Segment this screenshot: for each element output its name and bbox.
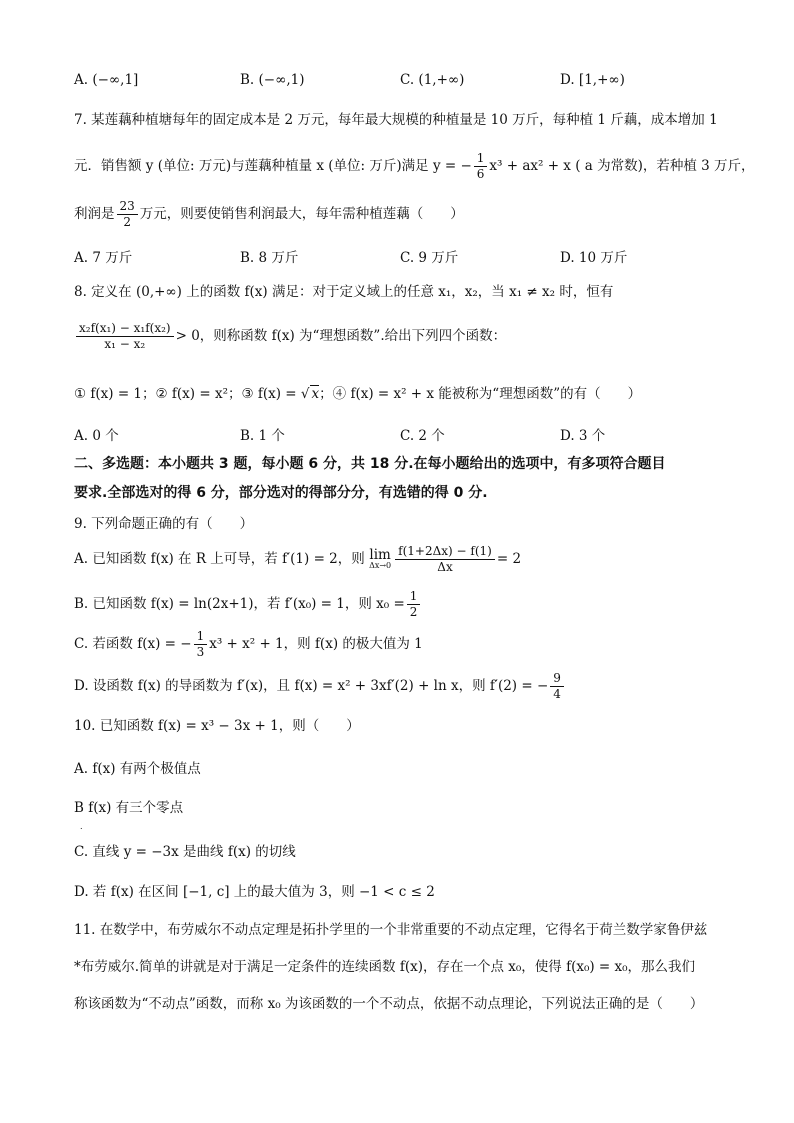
q9-option-b [74, 590, 734, 619]
q6-option-c: C. (1,+∞) [400, 72, 465, 88]
q10-stem: 10. 已知函数 f(x) = x³ − 3x + 1，则（ ） [74, 718, 360, 734]
q9-d-num: 9 [550, 672, 564, 687]
q7-line3-b: 万元，则要使销售利润最大，每年需种植莲藕（ ） [139, 206, 464, 223]
q6-option-b: B. (−∞,1) [240, 72, 305, 88]
q8-stem-line1: 8. 定义在 (0,+∞) 上的函数 f(x) 满足：对于定义域上的任意 x₁，x₂，当 x₁ ≠ x₂ 时，恒有 [74, 284, 614, 300]
q9-a-limit [369, 546, 392, 571]
q8-line2-b: > 0，则称函数 f(x) 为“理想函数”.给出下列四个函数： [175, 328, 507, 345]
q7-profit-num: 23 [117, 200, 138, 215]
q9-c-den: 3 [196, 645, 205, 660]
q7-line2-a: 元．销售额 y (单位: 万元)与莲藕种植量 x (单位: 万斤)满足 y = − [74, 158, 472, 175]
q7-option-d: D. 10 万斤 [560, 250, 628, 266]
q9-d-text: D. 设函数 f(x) 的导函数为 f′(x)，且 f(x) = x² + 3xf′(2) + ln x，则 f′(2) = − [74, 678, 549, 695]
q9-option-c [74, 630, 734, 659]
q8-option-c: C. 2 个 [400, 428, 445, 444]
q7-stem-line3 [74, 200, 734, 229]
q9-a-lim-sub: Δx→0 [369, 561, 392, 571]
q8-line3-a: ① f(x) = 1；② f(x) = x²；③ f(x) = [74, 386, 301, 402]
q9-b-text: B. 已知函数 f(x) = ln(2x+1)，若 f′(x₀) = 1，则 x₀ = [74, 596, 405, 613]
q10-option-b: B f(x) 有三个零点 [74, 800, 184, 816]
q8-fraction [76, 322, 174, 351]
q9-d-den: 4 [553, 687, 561, 702]
q9-d-fraction [550, 672, 564, 701]
q9-c-tail: x³ + x² + 1，则 f(x) 的极大值为 1 [209, 636, 423, 653]
q9-a-tail: = 2 [496, 551, 522, 568]
q10-option-a: A. f(x) 有两个极值点 [74, 761, 201, 777]
q7-profit-den: 2 [123, 215, 131, 230]
q7-line3-a: 利润是 [74, 206, 115, 223]
q9-a-lim-word: lim [369, 546, 391, 563]
q6-option-a: A. (−∞,1] [74, 72, 139, 88]
q7-stem-line2 [74, 151, 755, 182]
q10-b-mark: . [80, 822, 83, 831]
q9-c-fraction [194, 630, 208, 659]
q9-option-a [74, 545, 734, 574]
q9-option-d [74, 672, 734, 701]
q8-stem-line2 [74, 322, 734, 351]
q8-frac-num: x₂f(x₁) − x₁f(x₂) [76, 322, 174, 337]
q11-stem-line1: 11. 在数学中，布劳威尔不动点定理是拓扑学里的一个非常重要的不动点定理，它得名于荷兰数学家鲁伊兹 [74, 922, 708, 938]
q9-a-den: Δx [437, 560, 453, 575]
q8-sqrt-arg: x [311, 386, 320, 402]
q9-b-fraction [407, 590, 421, 619]
q8-stem-line3: ① f(x) = 1；② f(x) = x²；③ f(x) = √ x；④ f(x) = x² + x 能被称为“理想函数”的有（ ） [74, 386, 642, 402]
q7-fraction [474, 152, 488, 181]
q11-stem-line2: *布劳威尔.简单的讲就是对于满足一定条件的连续函数 f(x)，存在一个点 x₀，使得 f(x₀) = x₀，那么我们 [74, 959, 696, 975]
q7-option-a: A. 7 万斤 [74, 250, 133, 266]
q10-option-c: C. 直线 y = −3x 是曲线 f(x) 的切线 [74, 844, 296, 860]
q9-c-text: C. 若函数 f(x) = − [74, 636, 192, 653]
q8-frac-den: x₁ − x₂ [104, 337, 146, 352]
q7-option-c: C. 9 万斤 [400, 250, 459, 266]
q7-frac-den: 6 [476, 167, 485, 182]
q8-line3-b: ；④ f(x) = x² + x 能被称为“理想函数”的有（ ） [319, 386, 642, 402]
q9-b-num: 1 [407, 590, 421, 605]
q9-c-num: 1 [194, 630, 208, 645]
section2-heading-line1: 二、多选题：本小题共 3 题，每小题 6 分，共 18 分.在每小题给出的选项中，有多项符合题目 [74, 456, 666, 472]
q7-frac-num: 1 [474, 152, 488, 167]
q9-a-fraction [395, 545, 495, 574]
q10-option-d: D. 若 f(x) 在区间 [−1, c] 上的最大值为 3，则 −1 < c ≤ 2 [74, 884, 435, 900]
q7-option-b: B. 8 万斤 [240, 250, 299, 266]
section2-heading-line2: 要求.全部选对的得 6 分，部分选对的得部分分，有选错的得 0 分. [74, 485, 488, 501]
q6-option-d: D. [1,+∞) [560, 72, 625, 88]
q9-a-text: A. 已知函数 f(x) 在 R 上可导，若 f′(1) = 2，则 [74, 551, 365, 568]
q11-stem-line3: 称该函数为“不动点”函数，而称 x₀ 为该函数的一个不动点，依据不动点理论，下列说法正确的是（ ） [74, 996, 704, 1012]
q7-stem-line1: 7. 某莲藕种植塘每年的固定成本是 2 万元，每年最大规模的种植量是 10 万斤，每种植 1 斤藕，成本增加 1 [74, 112, 718, 128]
q8-option-a: A. 0 个 [74, 428, 119, 444]
q9-b-den: 2 [409, 605, 418, 620]
q9-a-num: f(1+2Δx) − f(1) [395, 545, 495, 560]
q8-option-b: B. 1 个 [240, 428, 285, 444]
q8-option-d: D. 3 个 [560, 428, 606, 444]
q9-stem: 9. 下列命题正确的有（ ） [74, 516, 254, 532]
q7-profit-fraction [117, 200, 138, 229]
q7-line2-b: x³ + ax² + x ( a 为常数)，若种植 3 万斤， [489, 158, 755, 175]
